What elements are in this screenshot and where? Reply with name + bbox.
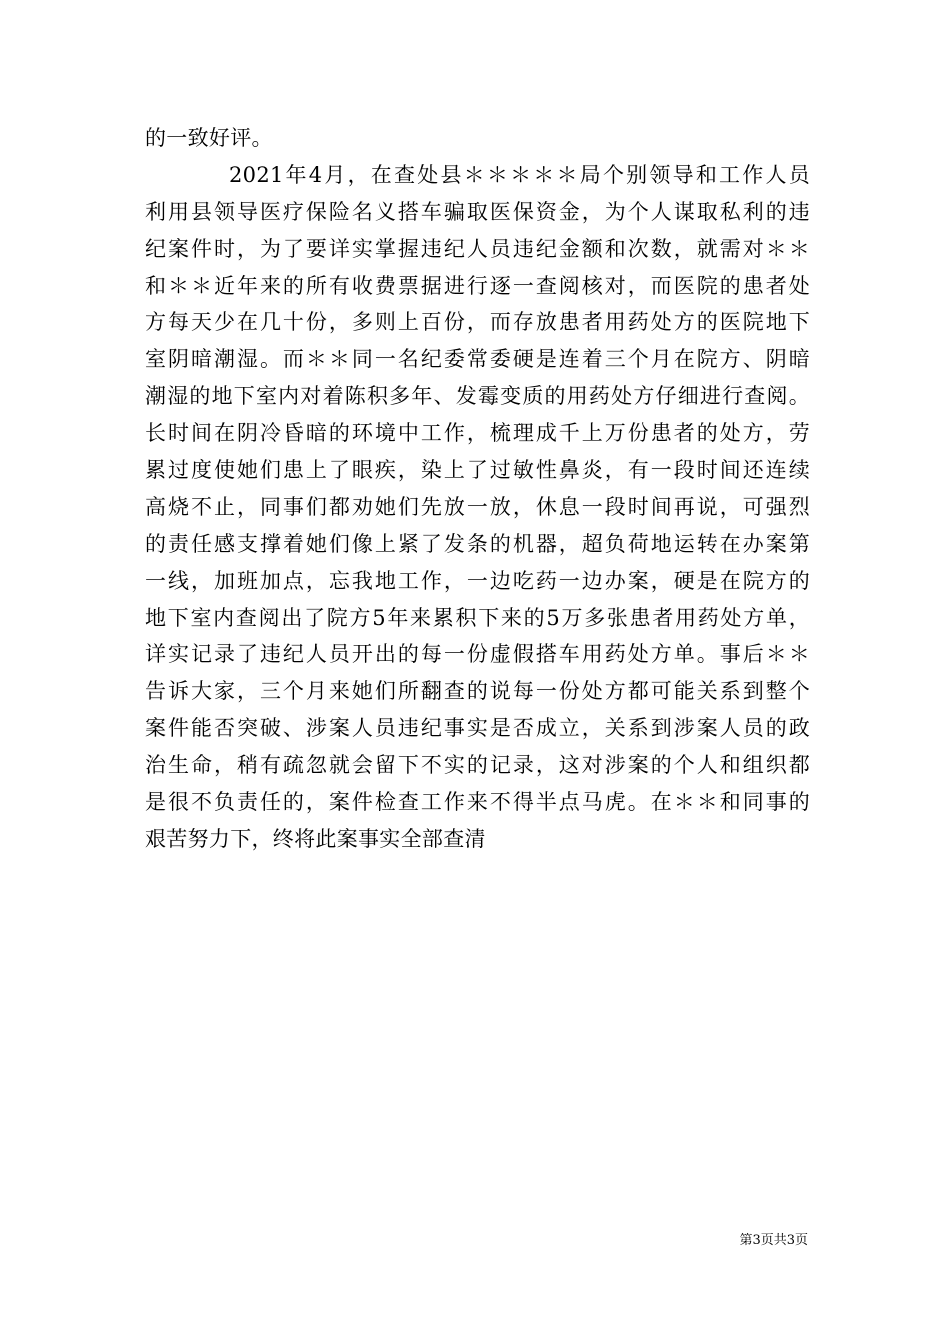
text-line: 案件能否突破、涉案人员违纪事实是否成立，关系到涉案人员的政 [145, 716, 810, 741]
text-line-paragraph-start: 2021年4月，在查处县＊＊＊＊＊局个别领导和工作人员 [229, 162, 810, 187]
body-text [145, 120, 810, 858]
text-line: 是很不负责任的，案件检查工作来不得半点马虎。在＊＊和同事的 [145, 790, 810, 815]
text-line: 室阴暗潮湿。而＊＊同一名纪委常委硬是连着三个月在院方、阴暗 [145, 347, 810, 372]
text-line: 累过度使她们患上了眼疾，染上了过敏性鼻炎，有一段时间还连续 [145, 458, 810, 483]
text-line: 纪案件时，为了要详实掌握违纪人员违纪金额和次数，就需对＊＊ [145, 236, 810, 261]
text-line: 的一致好评。 [145, 126, 273, 150]
text-line-last: 艰苦努力下，终将此案事实全部查清 [145, 826, 486, 851]
text-line: 潮湿的地下室内对着陈积多年、发霉变质的用药处方仔细进行查阅。 [145, 384, 810, 409]
text-line: 的责任感支撑着她们像上紧了发条的机器，超负荷地运转在办案第 [145, 531, 810, 556]
text-line: 详实记录了违纪人员开出的每一份虚假搭车用药处方单。事后＊＊ [145, 642, 810, 667]
text-line: 一线，加班加点，忘我地工作，一边吃药一边办案，硬是在院方的 [145, 568, 810, 593]
text-line: 地下室内查阅出了院方5年来累积下来的5万多张患者用药处方单， [145, 605, 810, 630]
page-number: 第3页共3页 [739, 1233, 808, 1248]
text-line: 治生命，稍有疏忽就会留下不实的记录，这对涉案的个人和组织都 [145, 753, 810, 778]
text-line: 和＊＊近年来的所有收费票据进行逐一查阅核对，而医院的患者处 [145, 273, 810, 298]
text-line: 利用县领导医疗保险名义搭车骗取医保资金，为个人谋取私利的违 [145, 199, 810, 224]
text-line: 方每天少在几十份，多则上百份，而存放患者用药处方的医院地下 [145, 310, 810, 335]
text-line: 长时间在阴冷昏暗的环境中工作，梳理成千上万份患者的处方，劳 [145, 421, 810, 446]
text-line: 高烧不止，同事们都劝她们先放一放，休息一段时间再说，可强烈 [145, 494, 810, 519]
text-line: 告诉大家，三个月来她们所翻查的说每一份处方都可能关系到整个 [145, 679, 810, 704]
